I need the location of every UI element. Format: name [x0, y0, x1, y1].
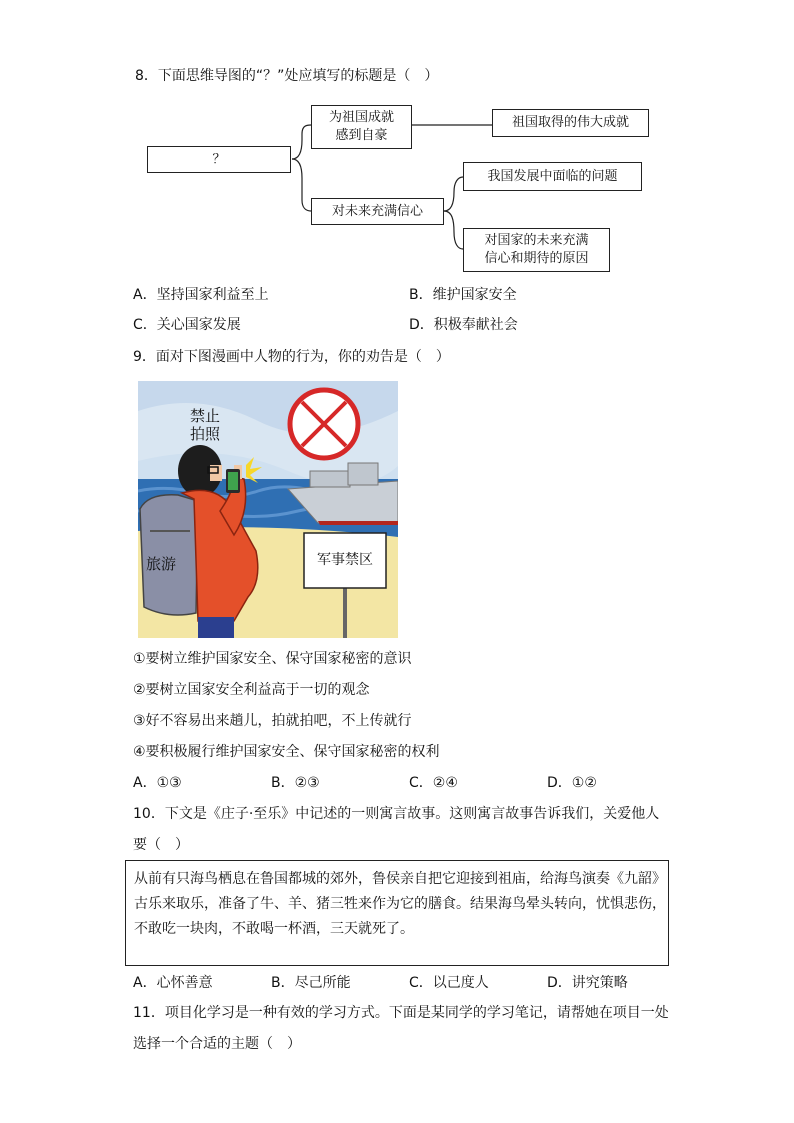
cartoon-label-military-zone: 军事禁区	[317, 552, 373, 568]
q8-option-d: D．积极奉献社会	[409, 317, 518, 333]
mindmap-branch2-child2-line1: 对国家的未来充满	[484, 233, 589, 248]
q10-story-line-1: 从前有只海鸟栖息在鲁国都城的郊外，鲁侯亲自把它迎接到祖庙，给海鸟演奏《九韶》	[134, 871, 666, 887]
mindmap-branch2-child2-line2: 信心和期待的原因	[484, 251, 589, 266]
mindmap-root-label: ？	[212, 151, 226, 167]
mindmap-branch2-box	[311, 198, 444, 225]
mindmap-connectors	[0, 0, 794, 300]
q9-option-b: B．②③	[271, 775, 320, 791]
q10-option-c: C．以己度人	[409, 975, 489, 991]
mindmap-branch2-child1-label: 我国发展中面临的问题	[487, 168, 618, 184]
q9-option-d: D．①②	[547, 775, 597, 791]
q8-option-c: C．关心国家发展	[133, 317, 241, 333]
q10-option-a: A．心怀善意	[133, 975, 213, 991]
q9-option-a: A．①③	[133, 775, 182, 791]
mindmap-branch2-child1-box	[463, 162, 642, 191]
q10-story-box	[125, 860, 669, 966]
mindmap-branch1-line1: 为祖国成就	[328, 110, 394, 125]
q8-option-a: A．坚持国家利益至上	[133, 287, 269, 303]
q10-stem-line2: 要（ ）	[133, 837, 189, 853]
q11-stem-line2: 选择一个合适的主题（ ）	[133, 1036, 301, 1052]
q10-option-d: D．讲究策略	[547, 975, 628, 991]
mindmap-branch1-line2: 感到自豪	[335, 128, 388, 143]
cartoon-label-backpack: 旅游	[146, 555, 177, 573]
mindmap-branch1-box	[311, 105, 412, 149]
mindmap-branch2-child2-box	[463, 228, 610, 272]
q9-statement-1: ①要树立维护国家安全、保守国家秘密的意识	[133, 651, 412, 667]
cartoon-illustration	[138, 381, 398, 638]
mindmap-root-box	[147, 146, 291, 173]
cartoon-label-no-photo-1: 禁止	[190, 407, 221, 425]
q8-option-b: B．维护国家安全	[409, 287, 517, 303]
q10-option-b: B．尽己所能	[271, 975, 351, 991]
q10-story-line-3: 不敢吃一块肉，不敢喝一杯酒，三天就死了。	[134, 921, 414, 937]
q10-story-line-2: 古乐来取乐，准备了牛、羊、猪三牲来作为它的膳食。结果海鸟晕头转向，忧惧悲伤，	[134, 896, 666, 912]
mindmap-branch1-child-label: 祖国取得的伟大成就	[511, 115, 629, 130]
q9-option-c: C．②④	[409, 775, 458, 791]
q9-statement-2: ②要树立国家安全利益高于一切的观念	[133, 682, 370, 698]
q9-statement-3: ③好不容易出来趟儿，拍就拍吧，不上传就行	[133, 713, 412, 729]
q10-stem-line1: 10．下文是《庄子·至乐》中记述的一则寓言故事。这则寓言故事告诉我们，关爱他人	[133, 806, 660, 822]
mindmap-branch2-label: 对未来充满信心	[331, 203, 423, 219]
q9-cartoon	[138, 381, 398, 638]
mindmap-branch1-child-box	[492, 109, 649, 137]
q9-stem: 9．面对下图漫画中人物的行为，你的劝告是（ ）	[133, 349, 450, 365]
q11-stem-line1: 11．项目化学习是一种有效的学习方式。下面是某同学的学习笔记，请帮她在项目一处	[133, 1005, 669, 1021]
q9-statement-4: ④要积极履行维护国家安全、保守国家秘密的权利	[133, 744, 440, 760]
q8-stem: 8．下面思维导图的“？”处应填写的标题是（ ）	[135, 68, 439, 84]
no-photo-sign-icon	[290, 390, 358, 458]
cartoon-label-no-photo-2: 拍照	[190, 425, 221, 443]
